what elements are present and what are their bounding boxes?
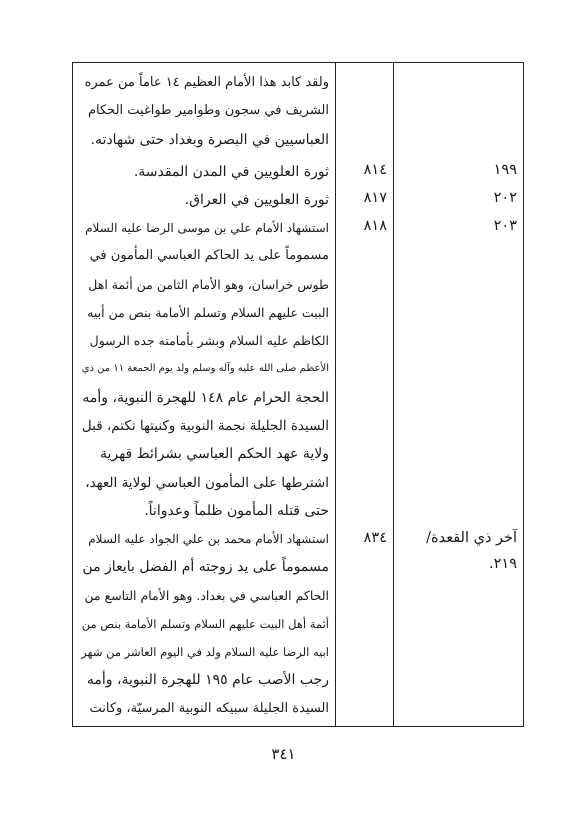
event-line: ثورة العلويين في المدن المقدسة. [133, 164, 329, 180]
event-line: الأعظم صلى الله عليه وآله وسلم ولد يوم الجمعة ١١ من ذي [81, 363, 329, 375]
event-line: رجب الأصب عام ١٩٥ للهجرة النبوية، وأمه [86, 672, 329, 689]
event-line: ولاية عهد الحكم العباسي بشرائط قهرية [99, 446, 329, 463]
column-divider-year [393, 63, 394, 726]
event-line: الحاكم العباسي في بغداد. وهو الأمام التاسع من [84, 587, 329, 603]
date-cell: ٢٠٣ [493, 218, 517, 234]
event-line: اشترطها على المأمون العباسي لولاية العهد، [85, 474, 329, 491]
event-line: السيدة الجليلة سبيكه النوبية المرسيّة، وكانت [89, 700, 329, 716]
event-line: ثورة العلويين في العراق. [184, 192, 329, 208]
event-line: السيدة الجليلة نجمة النوبية وكنيتها تكتم، قبل [81, 418, 329, 435]
table-row [81, 525, 329, 723]
table-row [81, 214, 329, 525]
date-cell [399, 530, 517, 572]
date-line: ٢١٩. [489, 556, 517, 572]
table-row [81, 186, 329, 214]
event-line: أئمة أهل البيت عليهم السلام وتسلم الأمامة بنص من [81, 616, 329, 631]
event-line: استشهاد الأمام محمد بن علي الجواد عليه السلام [88, 532, 329, 546]
year-cell: ٨١٧ [363, 190, 387, 206]
event-line: مسموماً على يد الحاكم العباسي المأمون في [89, 248, 329, 264]
event-line: مسموماً على يد زوجته أم الفضل بايعاز من [82, 559, 329, 576]
event-line: العباسيين في البصرة وبغداد حتى شهادته. [90, 131, 329, 148]
event-line: الشريف في سجون وطوامير طواغيت الحكام [87, 103, 329, 119]
column-divider-event [335, 63, 336, 726]
event-line: ولقد كابد هذا الأمام العظيم ١٤ عاماً من عمره [84, 75, 329, 90]
table-row [81, 158, 329, 186]
year-cell: ٨١٤ [363, 162, 387, 178]
event-line: ابيه الرضا عليه السلام ولد في اليوم العاشر من شهر [81, 645, 329, 660]
year-cell: ٨٣٤ [363, 530, 387, 546]
page-number: ٣٤١ [271, 745, 296, 763]
year-cell: ٨١٨ [363, 218, 387, 234]
chronology-table [72, 62, 524, 727]
event-line: حتى قتله المأمون ظلماً وعدواناً. [144, 502, 329, 519]
table-row-continuation [81, 69, 329, 154]
event-line: طوس خراسان، وهو الأمام الثامن من أئمة اهل [88, 276, 329, 292]
event-line: البيت عليهم السلام وتسلم الأمامة بنص من أبيه [87, 304, 329, 320]
date-cell: ١٩٩ [493, 162, 517, 178]
date-cell: ٢٠٢ [493, 190, 517, 206]
event-line: الكاظم عليه السلام وبشر بأمامته جده الرسول [89, 333, 329, 349]
event-line: استشهاد الأمام علي بن موسى الرضا عليه السلام [85, 221, 329, 235]
date-line: آخر ذي القعدة/ [426, 530, 517, 546]
event-line: الحجة الحرام عام ١٤٨ للهجرة النبوية، وأمه [82, 389, 329, 406]
